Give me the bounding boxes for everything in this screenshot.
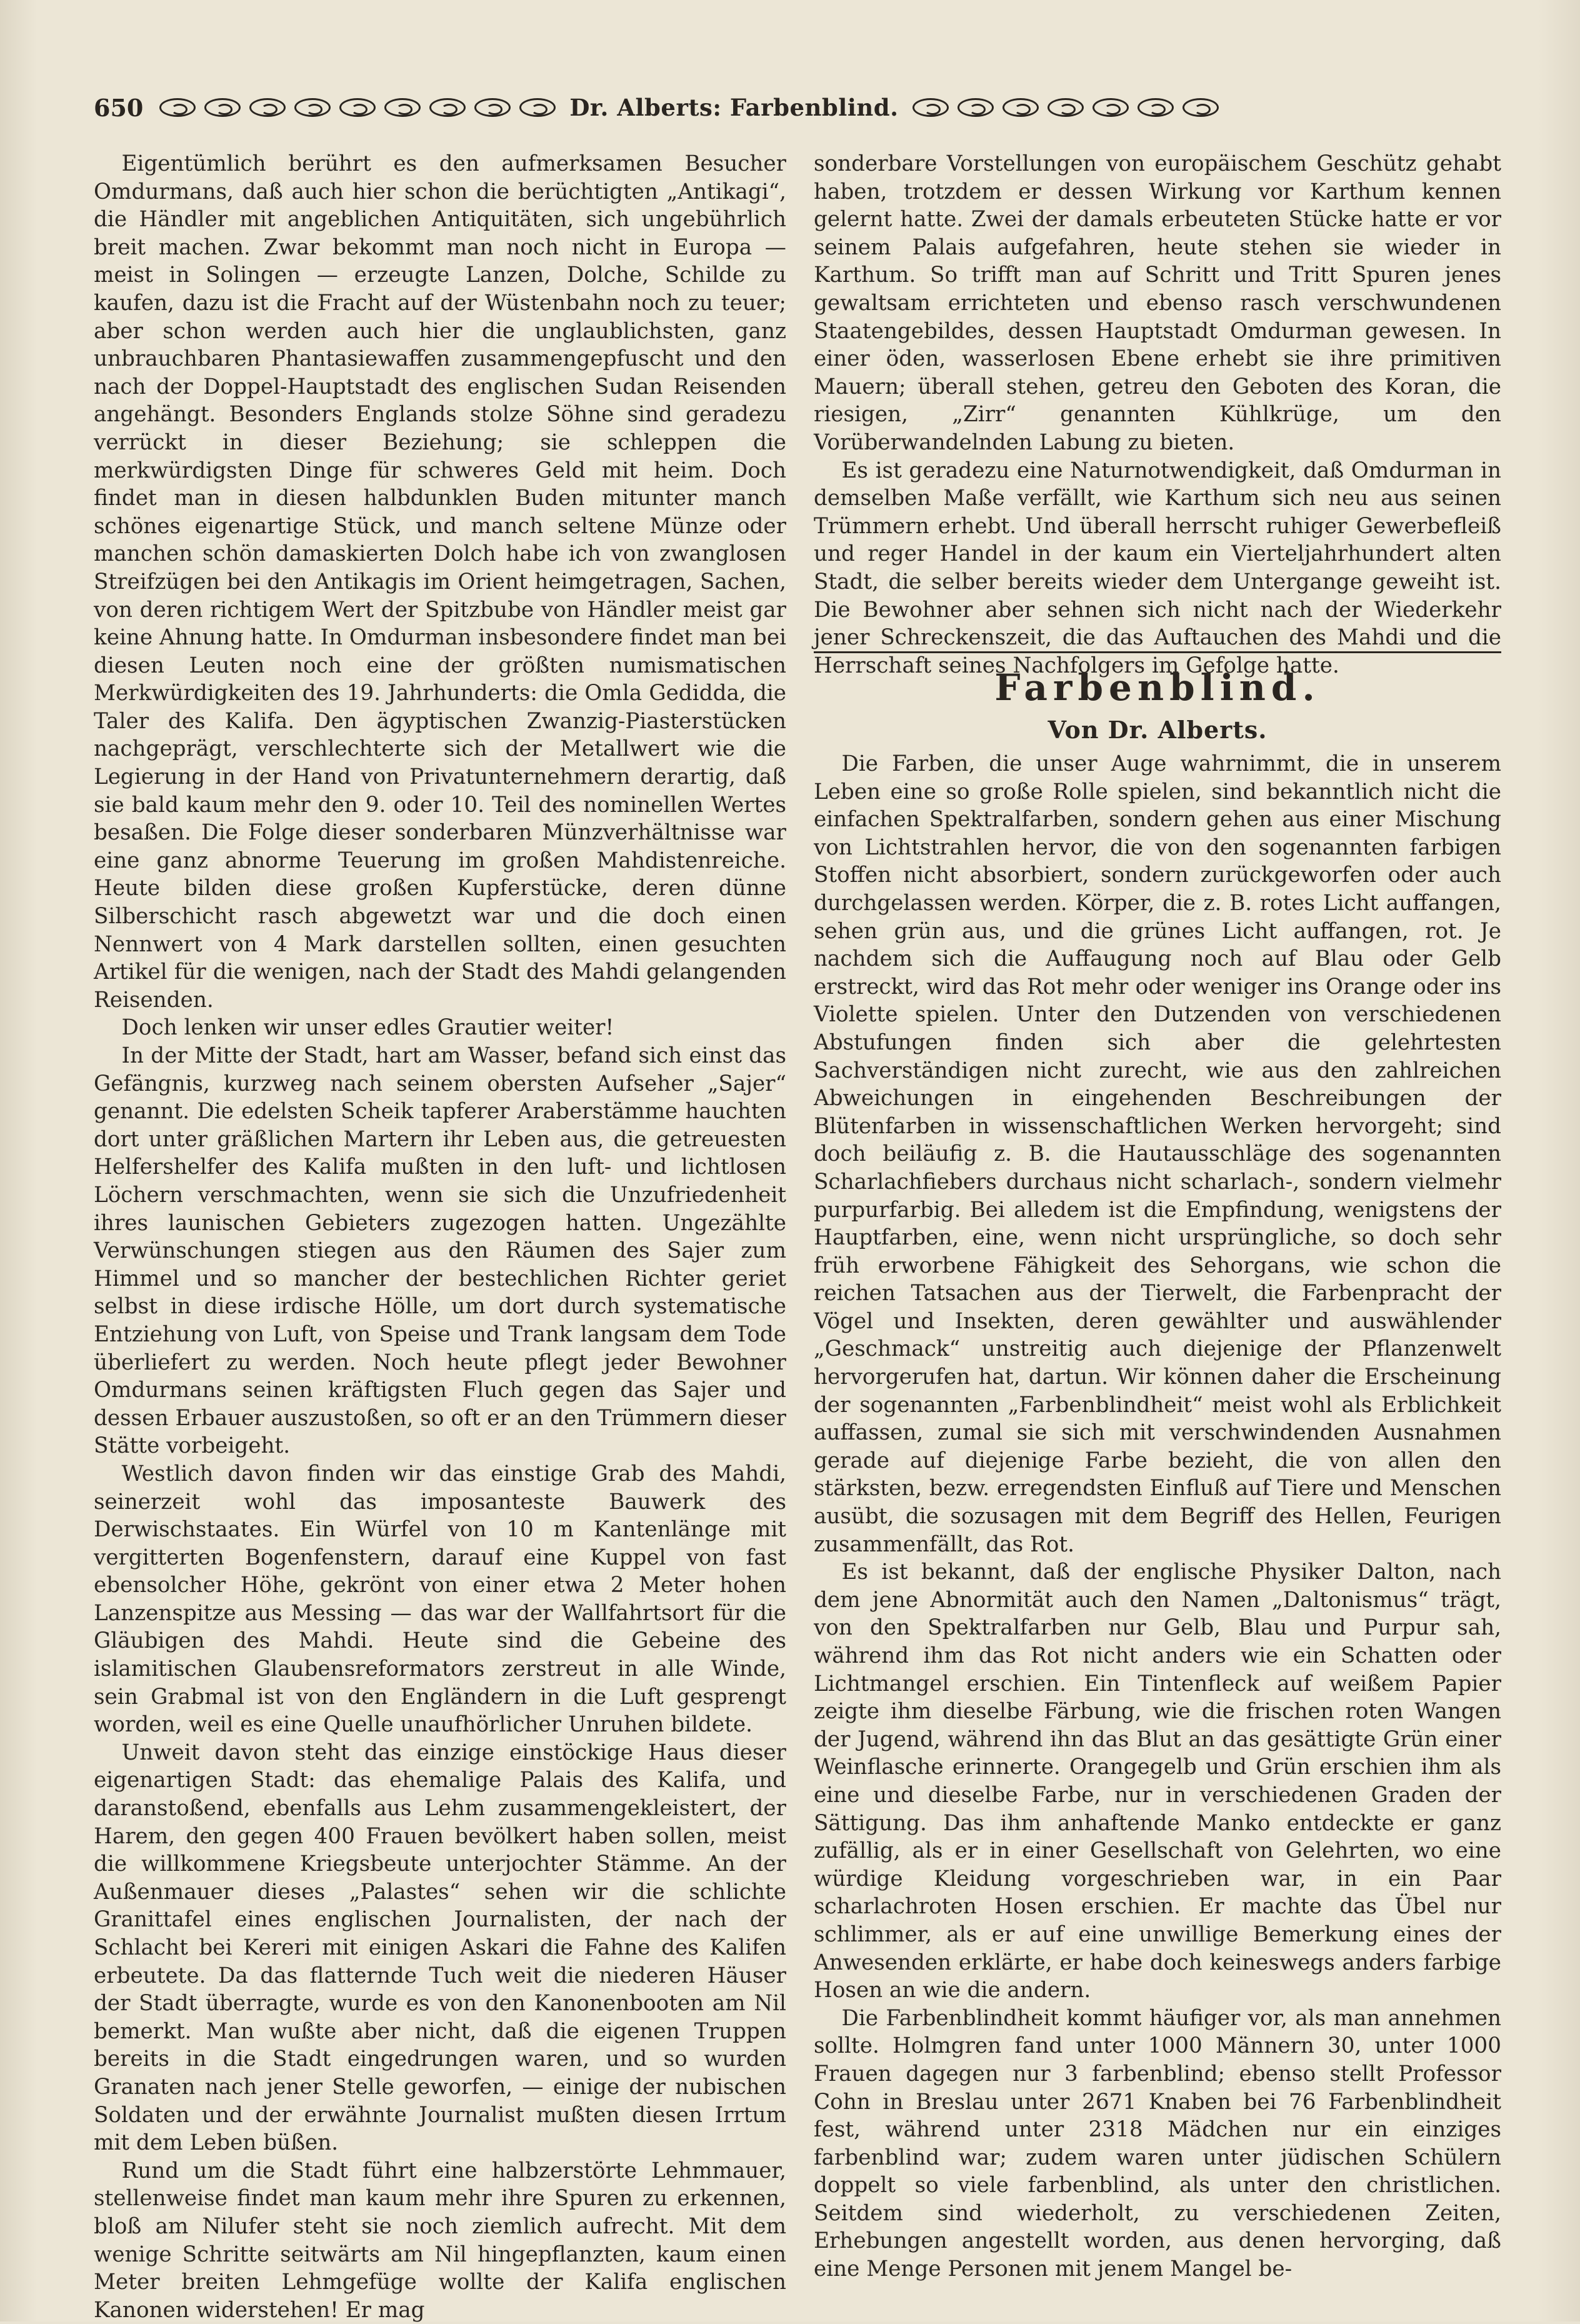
scroll-ornament-icon [204,98,241,117]
scroll-ornament-icon [249,98,286,117]
paragraph: Eigentümlich berührt es den aufmerksamen Besucher Omdurmans, daß auch hier schon die berüchtigten „Antikagi“, die Händler mit angeblichen Antiquitäten, sich ungebührlich breit machen. Zwar bekommt man noch nicht in Europa — meist in Solingen — erzeugte Lanzen, Dolche, Schilde zu kaufen, dazu ist die Fracht auf der Wüstenbahn noch zu teuer; aber schon werden auch hier die unglaublichsten, ganz unbrauchbaren Phantasiewaffen zusammengepfuscht und den nach der Doppel-Hauptstadt des englischen Sudan Reisenden angehängt. Besonders Englands stolze Söhne sind geradezu verrückt in dieser Beziehung; sie schleppen die merkwürdigsten Dinge für schweres Geld mit heim. Doch findet man in diesen halbdunklen Buden mitunter manch schönes eigenartige Stück, und manch seltene Münze oder manchen schön damaskierten Dolch habe ich von zwanglosen Streifzügen bei den Antikagis im Orient heimgetragen, Sachen, von deren richtigem Wert der Spitzbube von Händler meist gar keine Ahnung hatte. In Omdurman insbesondere findet man bei diesen Leuten noch eine der größten numismatischen Merkwürdigkeiten des 19. Jahrhunderts: die Omla Gedidda, die Taler des Kalifa. Den ägyptischen Zwanzig-Piasterstücken nachgeprägt, verschlechterte sich der Metallwert wie die Legierung in der Hand von Privatunternehmern derartig, daß sie bald kaum mehr den 9. oder 10. Teil des nominellen Wertes besaßen. Die Folge dieser sonderbaren Münzverhältnisse war eine ganz abnorme Teuerung im großen Mahdistenreiche. Heute bilden diese großen Kupferstücke, deren dünne Silberschicht rasch abgewetzt war und die doch einen Nennwert von 4 Mark darstellen sollten, einen gesuchten Artikel für die wenigen, nach der Stadt des Mahdi gelangenden Reisenden. [94,151,786,1013]
section-divider [814,651,1501,653]
paragraph: Die Farbenblindheit kommt häufiger vor, als man annehmen sollte. Holmgren fand unter 1000 Männern 30, unter 1000 Frauen dagegen nur 3 farbenblind; ebenso stellt Professor Cohn in Breslau unter 2671 Knaben bei 76 Farbenblindheit fest, während unter 2318 Mädchen nur ein einziges farbenblind war; zudem waren unter jüdischen Schülern doppelt so viele farbenblind, als unter den christlichen. Seitdem sind wiederholt, zu verschiedenen Zeiten, Erhebungen angestellt worden, aus denen hervorging, daß eine Menge Personen mit jenem Mangel be- [814,2005,1501,2282]
header-ornament-right [912,98,1219,117]
scroll-ornament-icon [1138,98,1174,117]
scroll-ornament-icon [519,98,556,117]
paragraph: Die Farben, die unser Auge wahrnimmt, die in unserem Leben eine so große Rolle spielen, sind bekanntlich nicht die einfachen Spektralfarben, sondern gehen aus einer Mischung von Lichtstrahlen hervor, die von den sogenannten farbigen Stoffen nicht absorbiert, sondern zurückgeworfen oder auch durchgelassen werden. Körper, die z. B. rotes Licht auffangen, sehen grün aus, und die grünes Licht auffangen, rot. Je nachdem sich die Auffaugung noch auf Blau oder Gelb erstreckt, wird das Rot mehr oder weniger ins Orange oder ins Violette spielen. Unter den Dutzenden von verschiedenen Abstufungen finden sich aber die gelehrtesten Sachverständigen nicht zurecht, wie aus den zahlreichen Abweichungen in eingehenden Beschreibungen der Blütenfarben in wissenschaftlichen Werken hervorgeht; sind doch beiläufig z. B. die Hautausschläge des sogenannten Scharlachfiebers durchaus nicht scharlach-, sondern vielmehr purpurfarbig. Bei alledem ist die Empfindung, wenigstens der Hauptfarben, eine, wenn nicht ursprüngliche, so doch sehr früh erworbene Fähigkeit des Sehorgans, wie schon die reichen Tatsachen aus der Tierwelt, die Farbenpracht der Vögel und Insekten, deren gewählter und auswählender „Geschmack“ unstreitig auch diejenige der Pflanzenwelt hervorgerufen hat, dartun. Wir können daher die Erscheinung der sogenannten „Farbenblindheit“ meist wohl als Erblichkeit auffassen, zumal sie sich mit verschwindenden Ausnahmen gerade auf diejenige Farbe bezieht, die von allen den stärksten, bezw. erregendsten Einfluß auf Tiere und Menschen ausübt, die sozusagen mit dem Begriff des Hellen, Feurigen zusammenfällt, das Rot. [814,751,1501,1557]
right-column-top [814,150,1501,679]
paragraph: In der Mitte der Stadt, hart am Wasser, befand sich einst das Gefängnis, kurzweg nach seinem obersten Aufseher „Sajer“ genannt. Die edelsten Scheik tapferer Araberstämme hauchten dort unter gräßlichen Martern ihr Leben aus, die getreuesten Helfershelfer des Kalifa mußten in den luft- und lichtlosen Löchern verschmachten, wenn sie sich die Unzufriedenheit ihres launischen Gebieters zugezogen hatten. Ungezählte Verwünschungen stiegen aus den Räumen des Sajer zum Himmel und so mancher der bestechlichen Richter geriet selbst in diese irdische Hölle, um dort durch systematische Entziehung von Luft, von Speise und Trank langsam dem Tode überliefert zu werden. Noch heute pflegt jeder Bewohner Omdurmans seinen kräftigsten Fluch gegen das Sajer und dessen Erbauer auszustoßen, so oft er an den Trümmern dieser Stätte vorbeigeht. [94,1043,786,1459]
article-heading [814,663,1501,748]
right-column-article [814,750,1501,2283]
scroll-ornament-icon [159,98,196,117]
scroll-ornament-icon [958,98,994,117]
article-author: Von Dr. Alberts. [1048,716,1268,744]
page-header [94,89,1503,126]
paragraph: Es ist bekannt, daß der englische Physiker Dalton, nach dem jene Abnormität auch den Namen „Daltonismus“ trägt, von den Spektralfarben nur Gelb, Blau und Purpur sah, während ihm das Rot nicht anders wie ein Schatten oder Lichtmangel erschien. Ein Tintenfleck auf weißem Papier zeigte ihm dieselbe Färbung, wie die frischen roten Wangen der Jugend, während ihn das Blut an das gesättigte Grün einer Weinflasche erinnerte. Orangegelb und Grün erschien ihm als eine und dieselbe Farbe, nur in verschiedenen Graden der Sättigung. Das ihm anhaftende Manko entdeckte er ganz zufällig, als er in einer Gesellschaft von Gelehrten, wo eine würdige Kleidung vorgeschrieben war, in ein Paar scharlachroten Hosen erschien. Er machte das Übel nur schlimmer, als er auf eine unwillige Bemerkung eines der Anwesenden erklärte, er habe doch keineswegs anders farbige Hosen an wie die andern. [814,1560,1501,2003]
scroll-ornament-icon [1182,98,1219,117]
scroll-ornament-icon [474,98,511,117]
article-title: Farbenblind. [994,666,1321,709]
scroll-ornament-icon [339,98,376,117]
paragraph: sonderbare Vorstellungen von europäischem Geschütz gehabt haben, trotzdem er dessen Wirkung vor Karthum kennen gelernt hatte. Zwei der damals erbeuteten Stücke hatte er vor seinem Palais aufgefahren, heute stehen sie wieder in Karthum. So trifft man auf Schritt und Tritt Spuren jenes gewaltsam errichteten und ebenso rasch verschwundenen Staatengebildes, dessen Hauptstadt Omdurman gewesen. In einer öden, wasserlosen Ebene erhebt sie ihre primitiven Mauern; überall stehen, getreu den Geboten des Koran, die riesigen, „Zirr“ genannten Kühlkrüge, um den Vorüberwandelnden Labung zu bieten. [814,151,1501,455]
scroll-ornament-icon [912,98,949,117]
header-ornament-left [159,98,556,117]
scroll-ornament-icon [429,98,466,117]
paragraph: Doch lenken wir unser edles Grautier weiter! [121,1015,614,1041]
paragraph: Es ist geradezu eine Naturnotwendigkeit, daß Omdurman in demselben Maße verfällt, wie Karthum sich neu aus seinen Trümmern erhebt. Und überall herrscht ruhiger Gewerbefleiß und reger Handel in der kaum ein Vierteljahrhundert alten Stadt, die selber bereits wieder dem Untergange geweiht ist. Die Bewohner aber sehnen sich nicht nach der Wiederkehr jener Schreckenszeit, die das Auftauchen des Mahdi und die Herrschaft seines Nachfolgers im Gefolge hatte. [814,458,1501,678]
scroll-ornament-icon [1048,98,1084,117]
scroll-ornament-icon [384,98,421,117]
scroll-ornament-icon [294,98,331,117]
running-head: Dr. Alberts: Farbenblind. [569,94,899,121]
scroll-ornament-icon [1002,98,1039,117]
page-number: 650 [94,93,144,122]
paragraph: Westlich davon finden wir das einstige Grab des Mahdi, seinerzeit wohl das imposanteste Bauwerk des Derwischstaates. Ein Würfel von 10 m Kantenlänge mit vergitterten Bogenfenstern, darauf eine Kuppel von fast ebensolcher Höhe, gekrönt von einer etwa 2 Meter hohen Lanzenspitze aus Messing — das war der Wallfahrtsort für die Gläubigen des Mahdi. Heute sind die Gebeine des islamitischen Glaubensreformators zerstreut in alle Winde, sein Grabmal ist von den Engländern in die Luft gesprengt worden, weil es eine Quelle unaufhörlicher Unruhen bildete. [94,1461,786,1738]
paragraph: Rund um die Stadt führt eine halbzerstörte Lehmmauer, stellenweise findet man kaum mehr ihre Spuren zu erkennen, bloß am Nilufer steht sie noch ziemlich aufrecht. Mit dem wenige Schritte seitwärts am Nil hingepflanzten, kaum einen Meter breiten Lehmgefüge wollte der Kalifa englischen Kanonen widerstehen! Er mag [94,2158,786,2323]
left-column [94,150,786,2324]
paragraph: Unweit davon steht das einzige einstöckige Haus dieser eigenartigen Stadt: das ehemalige Palais des Kalifa, und daranstoßend, ebenfalls aus Lehm zusammengekleistert, der Harem, den gegen 400 Frauen bevölkert haben sollen, meist die willkommene Kriegsbeute unterjochter Stämme. An der Außenmauer dieses „Palastes“ sehen wir die schlichte Granittafel eines englischen Journalisten, der nach der Schlacht bei Kereri mit einigen Askari die Fahne des Kalifen erbeutete. Da das flatternde Tuch weit die niederen Häuser der Stadt überragte, wurde es von den Kanonenbooten am Nil bemerkt. Man wußte aber nicht, daß die eigenen Truppen bereits in die Stadt eingedrungen waren, und so wurden Granaten nach jener Stelle geworfen, — einige der nubischen Soldaten und der erwähnte Journalist mußten diesen Irrtum mit dem Leben büßen. [94,1740,786,2156]
scroll-ornament-icon [1092,98,1129,117]
